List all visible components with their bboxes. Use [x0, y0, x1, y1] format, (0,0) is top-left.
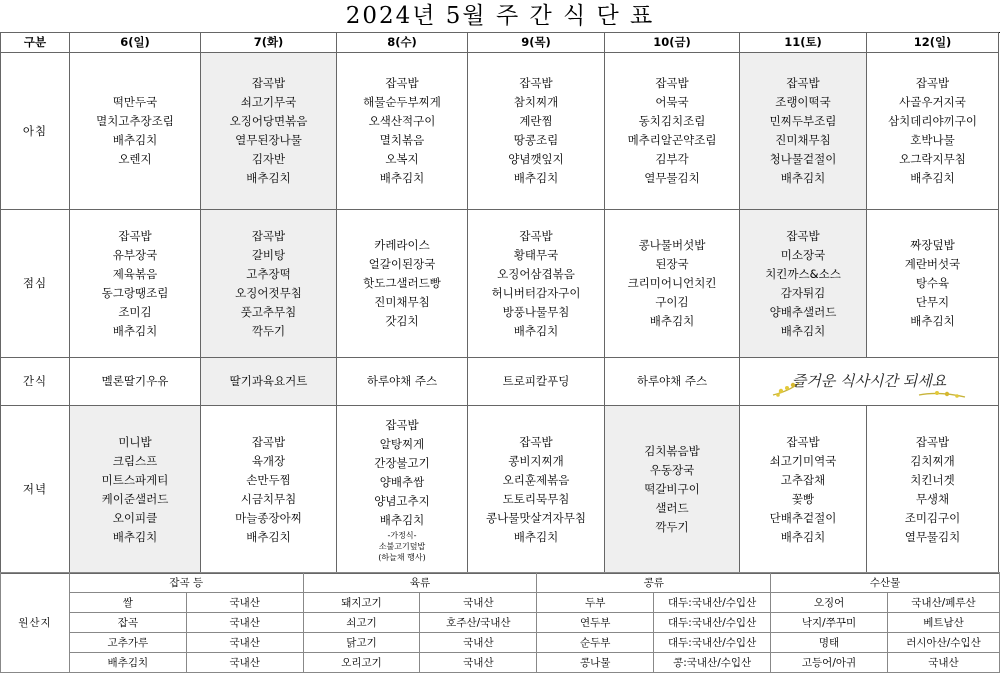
menu-item: 시금치무침: [240, 491, 297, 506]
origin-country: 러시아산/수입산: [887, 633, 999, 653]
menu-item: 무생채: [915, 491, 950, 506]
menu-item: 배추김치: [379, 513, 425, 527]
menu-item: 배추김치: [246, 529, 291, 544]
meal-cell: [605, 210, 740, 358]
event-note: (하늘채 행사): [378, 553, 426, 562]
menu-item: 동치김치조림: [638, 114, 706, 128]
menu-item: 고추장떡: [246, 266, 291, 281]
menu-item: 열무물김치: [644, 171, 700, 185]
menu-item: 배추김치: [513, 529, 559, 544]
menu-item: 쇠고기미역국: [769, 453, 837, 468]
menu-item: 땅콩조림: [513, 133, 559, 147]
meal-cell: [468, 406, 605, 574]
meal-cell: [70, 210, 201, 358]
menu-item: 배추김치: [513, 171, 559, 185]
origin-country: 국내산: [186, 593, 303, 613]
menu-item: 사골우거지국: [899, 95, 966, 109]
menu-item: 잡곡밥: [251, 76, 286, 90]
header-label: 구분: [1, 33, 70, 53]
meal-cell: [605, 53, 740, 210]
menu-item: 오징어당면볶음: [229, 114, 308, 128]
menu-item: 갈비탕: [251, 247, 286, 262]
menu-item: 배추김치: [649, 314, 695, 328]
menu-item: 잡곡밥: [385, 418, 419, 432]
menu-item: 잡곡밥: [118, 228, 152, 243]
origin-category-row: [1, 573, 1000, 593]
row-label-breakfast: 아침: [1, 53, 70, 210]
menu-item: 오징어젓무침: [235, 285, 302, 300]
origin-country: 국내산: [186, 633, 303, 653]
origin-item: 오리고기: [303, 653, 420, 673]
menu-item: 조미김구이: [904, 510, 961, 525]
menu-item: 잡곡밥: [519, 228, 553, 243]
menu-item: 참치찌개: [513, 95, 559, 109]
menu-item: 도토리묵무침: [502, 491, 570, 506]
menu-item: 구이김: [655, 295, 689, 309]
header-row: [1, 33, 999, 53]
origin-item: 쌀: [69, 593, 186, 613]
menu-item: 멸치고추장조림: [96, 114, 174, 128]
menu-item: 삼치데리야끼구이: [888, 114, 977, 128]
menu-item: 떡만두국: [112, 95, 158, 109]
menu-item: 민찌두부조림: [769, 114, 837, 128]
origin-country: 국내산: [186, 653, 303, 673]
menu-item: 제육볶음: [112, 266, 158, 281]
menu-item: 오복지: [385, 152, 419, 166]
meal-cell: [201, 53, 337, 210]
origin-country: 베트남산: [887, 613, 999, 633]
menu-item: 열무물김치: [904, 529, 961, 544]
menu-item: 김치찌개: [910, 453, 955, 468]
meal-cell: [337, 53, 468, 210]
event-note: -가정식-: [387, 531, 417, 540]
origin-country: 국내산/페루산: [887, 593, 999, 613]
snack-cell: 트로피칼푸딩: [468, 358, 605, 406]
origin-table: [0, 572, 1000, 673]
menu-item: 꽃빵: [791, 491, 815, 506]
menu-item: 양념깻잎지: [508, 152, 564, 166]
menu-item: 잡곡밥: [251, 434, 286, 449]
origin-country: 대두:국내산/수입산: [654, 613, 771, 633]
menu-item: 메추리알곤약조림: [627, 133, 717, 147]
origin-row: [1, 633, 1000, 653]
menu-item: 배추김치: [513, 323, 559, 338]
menu-item: 미니밥: [118, 434, 152, 449]
menu-item: 배추김치: [112, 133, 158, 147]
menu-item: 호박나물: [910, 133, 955, 147]
menu-item: 배추김치: [112, 323, 158, 338]
row-label-dinner: 저녁: [1, 406, 70, 574]
calligraphy-art: [740, 358, 999, 406]
calligraphy-text: 즐거운 식사시간 되세요: [791, 371, 947, 390]
meal-cell: [70, 406, 201, 574]
menu-item: 콩비지찌개: [508, 453, 564, 468]
menu-item: 카레라이스: [374, 238, 430, 252]
menu-item: 된장국: [655, 257, 689, 271]
menu-item: 단배추겉절이: [769, 510, 837, 525]
menu-item: 양념고추지: [374, 494, 430, 508]
menu-item: 짜장덮밥: [910, 238, 955, 252]
menu-item: 잡곡밥: [915, 76, 950, 90]
menu-item: 치킨너겟: [910, 472, 955, 487]
menu-item: 배추김치: [379, 171, 425, 185]
origin-country: 대두:국내산/수입산: [654, 593, 771, 613]
menu-item: 잡곡밥: [786, 434, 820, 449]
menu-item: 콩나물버섯밥: [638, 238, 706, 252]
meal-cell: [468, 53, 605, 210]
origin-row: [1, 613, 1000, 633]
origin-category: 육류: [303, 573, 537, 593]
lunch-row: [1, 210, 999, 358]
day-header: 12(일): [867, 33, 999, 53]
menu-item: 배추김치: [780, 323, 826, 338]
menu-item: 동그랑땡조림: [101, 285, 169, 300]
menu-item: 잡곡밥: [519, 76, 553, 90]
snack-cell: 멜론딸기우유: [70, 358, 201, 406]
row-label-lunch: 점심: [1, 210, 70, 358]
snack-cell: 하루야채 주스: [605, 358, 740, 406]
origin-item: 두부: [537, 593, 654, 613]
menu-item: 배추김치: [780, 171, 826, 185]
breakfast-row: [1, 53, 999, 210]
origin-label: 원산지: [1, 573, 70, 673]
meal-cell: [337, 406, 468, 574]
meal-cell: [337, 210, 468, 358]
origin-item: 배추김치: [69, 653, 186, 673]
menu-item: 김자반: [251, 152, 286, 166]
menu-item: 열무된장나물: [235, 133, 302, 147]
menu-item: 오징어삼겹볶음: [497, 266, 575, 281]
meal-cell: [740, 210, 867, 358]
menu-item: 알탕찌게: [379, 437, 425, 451]
origin-category: 콩류: [537, 573, 771, 593]
origin-item: 오징어: [771, 593, 888, 613]
origin-item: 콩나물: [537, 653, 654, 673]
menu-item: 오리훈제볶음: [502, 472, 570, 487]
origin-item: 명태: [771, 633, 888, 653]
menu-item: 잡곡밥: [786, 228, 820, 243]
meal-cell: [867, 210, 999, 358]
origin-country: 콩:국내산/수입산: [654, 653, 771, 673]
snack-cell: 하루야채 주스: [337, 358, 468, 406]
day-header: 8(수): [337, 33, 468, 53]
origin-item: 쇠고기: [303, 613, 420, 633]
meal-cell: [867, 53, 999, 210]
meal-cell: [740, 406, 867, 574]
menu-item: 깍두기: [251, 323, 286, 338]
menu-item: 샐러드: [655, 501, 689, 515]
menu-item: 유부장국: [112, 247, 158, 262]
day-header: 6(일): [70, 33, 201, 53]
meal-cell: [740, 53, 867, 210]
menu-item: 허니버터감자구이: [491, 285, 581, 300]
snack-row: [1, 358, 999, 406]
origin-item: 돼지고기: [303, 593, 420, 613]
menu-item: 단무지: [915, 295, 950, 309]
origin-item: 고등어/아귀: [771, 653, 888, 673]
menu-item: 진미채무침: [775, 133, 831, 147]
menu-item: 떡갈비구이: [644, 482, 700, 496]
menu-item: 크리미어니언치킨: [627, 276, 717, 290]
menu-item: 우동장국: [649, 463, 695, 477]
menu-item: 어묵국: [655, 95, 689, 109]
day-header: 11(토): [740, 33, 867, 53]
menu-item: 배추김치: [910, 314, 955, 328]
menu-item: 조미김: [118, 304, 152, 319]
day-header: 9(목): [468, 33, 605, 53]
menu-item: 미트스파게티: [101, 472, 169, 487]
menu-item: 미소장국: [780, 247, 826, 262]
menu-item: 탕수육: [915, 276, 950, 290]
origin-country: 국내산: [420, 633, 537, 653]
menu-item: 잡곡밥: [519, 434, 553, 449]
menu-item: 깍두기: [655, 520, 689, 534]
menu-item: 양배추샐러드: [769, 304, 837, 319]
menu-item: 방풍나물무침: [502, 304, 570, 319]
origin-row: [1, 653, 1000, 673]
menu-item: 잡곡밥: [385, 76, 419, 90]
origin-item: 잡곡: [69, 613, 186, 633]
menu-item: 오그락지무침: [899, 152, 966, 166]
day-header: 10(금): [605, 33, 740, 53]
menu-item: 핫도그샐러드빵: [363, 276, 441, 290]
menu-item: 양배추쌈: [379, 475, 425, 489]
menu-item: 오색산적구이: [368, 114, 436, 128]
menu-item: 케이준샐러드: [101, 491, 169, 506]
meal-cell: [201, 406, 337, 574]
menu-item: 오렌지: [118, 152, 152, 166]
origin-country: 국내산: [420, 653, 537, 673]
menu-item: 잡곡밥: [915, 434, 950, 449]
menu-item: 김부각: [655, 152, 689, 166]
snack-cell: 딸기과육요거트: [201, 358, 337, 406]
menu-item: 황태무국: [513, 247, 559, 262]
menu-item: 오이피클: [112, 510, 158, 525]
event-note: 소불고기덮밥: [378, 542, 426, 551]
dinner-row: [1, 406, 999, 574]
weekly-menu-table: [0, 32, 999, 574]
meal-cell: [468, 210, 605, 358]
meal-cell: [605, 406, 740, 574]
menu-item: 멸치볶음: [379, 133, 425, 147]
menu-item: 배추김치: [910, 171, 955, 185]
origin-row: [1, 593, 1000, 613]
origin-item: 낙지/쭈꾸미: [771, 613, 888, 633]
day-header: 7(화): [201, 33, 337, 53]
menu-item: 잡곡밥: [251, 228, 286, 243]
origin-item: 순두부: [537, 633, 654, 653]
menu-item: 배추김치: [112, 529, 158, 544]
menu-item: 크림스프: [112, 453, 158, 468]
row-label-snack: 간식: [1, 358, 70, 406]
menu-item: 간장불고기: [374, 456, 430, 470]
origin-item: 고추가루: [69, 633, 186, 653]
menu-item: 풋고추무침: [240, 304, 297, 319]
menu-item: 김치볶음밥: [644, 444, 700, 458]
origin-country: 호주산/국내산: [420, 613, 537, 633]
menu-item: 육개장: [251, 453, 286, 468]
menu-item: 쇠고기무국: [240, 95, 297, 109]
menu-item: 해물순두부찌게: [363, 95, 441, 109]
menu-item: 손만두찜: [246, 472, 291, 487]
menu-item: 배추김치: [246, 171, 291, 185]
menu-item: 갓김치: [385, 314, 419, 328]
menu-item: 계란버섯국: [904, 257, 961, 271]
menu-item: 잡곡밥: [655, 76, 689, 90]
origin-country: 대두:국내산/수입산: [654, 633, 771, 653]
origin-country: 국내산: [420, 593, 537, 613]
origin-item: 연두부: [537, 613, 654, 633]
origin-item: 닭고기: [303, 633, 420, 653]
menu-item: 감자튀김: [780, 285, 826, 300]
origin-category: 수산물: [771, 573, 1000, 593]
origin-country: 국내산: [887, 653, 999, 673]
menu-item: 얼갈이된장국: [368, 257, 436, 271]
menu-item: 계란찜: [519, 114, 553, 128]
origin-country: 국내산: [186, 613, 303, 633]
menu-item: 마늘종장아찌: [235, 510, 302, 525]
menu-item: 고추잡채: [780, 472, 826, 487]
menu-item: 잡곡밥: [786, 76, 820, 90]
menu-item: 청나물겉절이: [769, 152, 837, 166]
menu-item: 배추김치: [780, 529, 826, 544]
menu-item: 콩나물맛살겨자무침: [486, 510, 586, 525]
meal-cell: [201, 210, 337, 358]
meal-cell: [867, 406, 999, 574]
menu-item: 진미채무침: [374, 295, 430, 309]
menu-item: 치킨까스&소스: [765, 266, 841, 281]
origin-category: 잡곡 등: [69, 573, 303, 593]
meal-cell: [70, 53, 201, 210]
page-title: 2024년 5월 주 간 식 단 표: [0, 0, 1000, 33]
menu-item: 조랭이떡국: [775, 95, 831, 109]
calligraphy-image: [769, 361, 969, 403]
